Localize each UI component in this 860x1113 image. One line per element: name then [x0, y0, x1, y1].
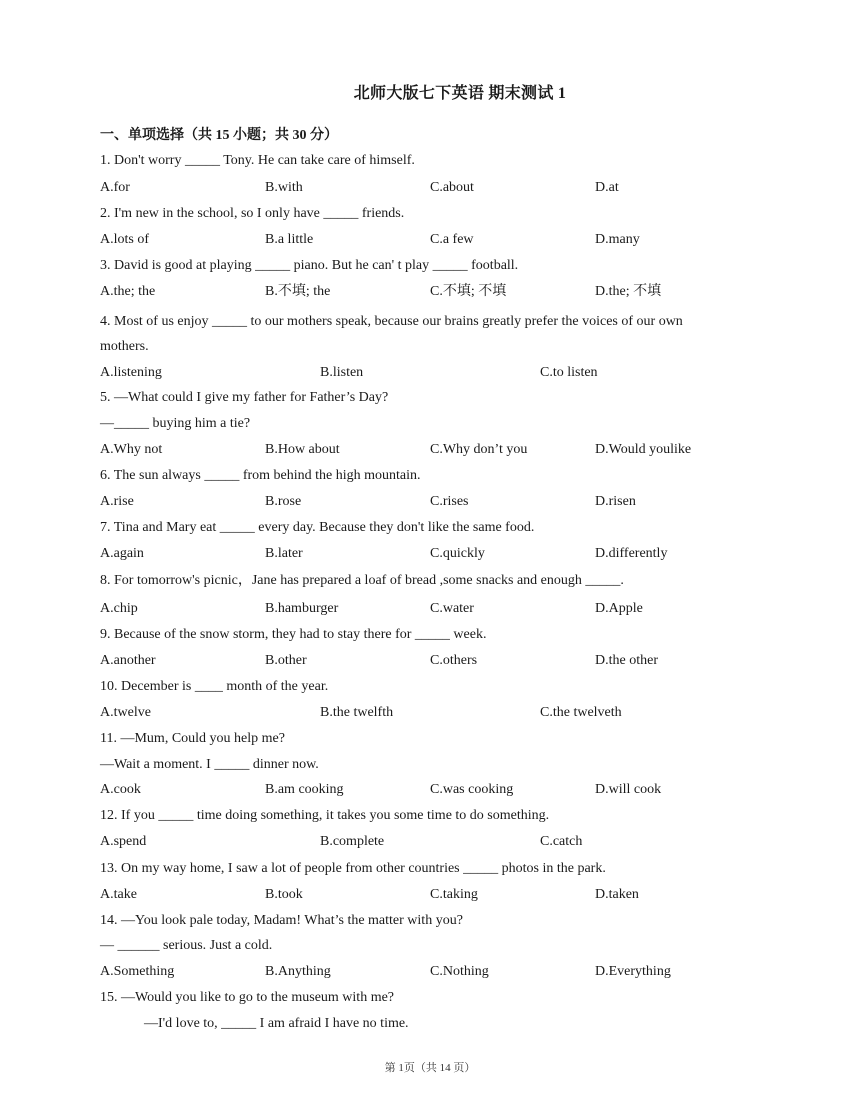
question-11-option-a: A.cook	[100, 782, 141, 797]
question-2-text: 2. I'm new in the school, so I only have _____ friends.	[100, 206, 405, 221]
question-3-option-b: B.不填; the	[265, 284, 331, 299]
question-1-text: 1. Don't worry _____ Tony. He can take care of himself.	[100, 153, 415, 168]
question-15-text: —I'd love to, _____ I am afraid I have no time.	[144, 1016, 409, 1031]
question-9-text: 9. Because of the snow storm, they had to stay there for _____ week.	[100, 627, 487, 642]
question-3-option-c: C.不填; 不填	[430, 284, 507, 299]
question-8-option-b: B.hamburger	[265, 601, 339, 616]
question-1-option-c: C.about	[430, 180, 474, 195]
question-7-option-c: C.quickly	[430, 546, 485, 561]
question-3-text: 3. David is good at playing _____ piano. But he can' t play _____ football.	[100, 258, 519, 273]
question-3-option-d: D.the; 不填	[595, 284, 662, 299]
question-7-option-a: A.again	[100, 546, 144, 561]
question-6-option-c: C.rises	[430, 494, 469, 509]
question-2-option-b: B.a little	[265, 232, 314, 247]
question-12-text: 12. If you _____ time doing something, it takes you some time to do something.	[100, 808, 550, 823]
question-5-option-b: B.How about	[265, 442, 340, 457]
question-3-option-a: A.the; the	[100, 284, 156, 299]
question-10-option-a: A.twelve	[100, 705, 151, 720]
question-11-text: —Wait a moment. I _____ dinner now.	[100, 757, 319, 772]
question-6-option-d: D.risen	[595, 494, 636, 509]
question-5-option-c: C.Why don’t you	[430, 442, 528, 457]
question-5-text: 5. —What could I give my father for Father’s Day?	[100, 390, 389, 405]
question-12-option-c: C.catch	[540, 834, 583, 849]
document-title: 北师大版七下英语 期末测试 1	[353, 85, 567, 102]
question-9-option-a: A.another	[100, 653, 156, 668]
question-12-option-a: A.spend	[100, 834, 147, 849]
question-13-option-c: C.taking	[430, 887, 478, 902]
question-1-option-a: A.for	[100, 180, 130, 195]
question-10-option-b: B.the twelfth	[320, 705, 394, 720]
question-8-option-a: A.chip	[100, 601, 138, 616]
question-10-text: 10. December is ____ month of the year.	[100, 679, 329, 694]
question-8-option-c: C.water	[430, 601, 474, 616]
question-6-text: 6. The sun always _____ from behind the high mountain.	[100, 468, 421, 483]
question-10-option-c: C.the twelveth	[540, 705, 622, 720]
question-8-option-d: D.Apple	[595, 601, 643, 616]
question-14-option-b: B.Anything	[265, 964, 331, 979]
question-14-option-d: D.Everything	[595, 964, 671, 979]
question-13-option-d: D.taken	[595, 887, 639, 902]
page-footer: 第 1页（共 14 页）	[384, 1062, 476, 1074]
question-9-option-b: B.other	[265, 653, 307, 668]
question-14-option-c: C.Nothing	[430, 964, 489, 979]
question-7-option-d: D.differently	[595, 546, 668, 561]
question-9-option-c: C.others	[430, 653, 478, 668]
question-6-option-b: B.rose	[265, 494, 302, 509]
question-4-option-a: A.listening	[100, 365, 162, 380]
question-5-option-d: D.Would youlike	[595, 442, 692, 457]
question-15-text: 15. —Would you like to go to the museum with me?	[100, 990, 395, 1005]
question-13-option-b: B.took	[265, 887, 303, 902]
question-9-option-d: D.the other	[595, 653, 658, 668]
question-5-option-a: A.Why not	[100, 442, 163, 457]
question-1-option-d: D.at	[595, 180, 619, 195]
question-8-text: 8. For tomorrow's picnic，Jane has prepared a loaf of bread ,some snacks and enough _____.	[100, 573, 624, 588]
question-2-option-a: A.lots of	[100, 232, 149, 247]
question-4-option-b: B.listen	[320, 365, 364, 380]
question-7-option-b: B.later	[265, 546, 303, 561]
question-14-option-a: A.Something	[100, 964, 175, 979]
question-5-text: —_____ buying him a tie?	[100, 416, 251, 431]
question-11-option-d: D.will cook	[595, 782, 662, 797]
question-11-option-c: C.was cooking	[430, 782, 514, 797]
question-11-option-b: B.am cooking	[265, 782, 344, 797]
question-14-text: — ______ serious. Just a cold.	[100, 938, 273, 953]
question-1-option-b: B.with	[265, 180, 303, 195]
question-2-option-c: C.a few	[430, 232, 474, 247]
question-13-option-a: A.take	[100, 887, 137, 902]
question-6-option-a: A.rise	[100, 494, 134, 509]
question-4-text: 4. Most of us enjoy _____ to our mothers speak, because our brains greatly prefer the voices of our own	[100, 314, 683, 329]
question-4-text: mothers.	[100, 339, 149, 354]
question-4-option-c: C.to listen	[540, 365, 598, 380]
question-13-text: 13. On my way home, I saw a lot of people from other countries _____ photos in the park.	[100, 861, 606, 876]
question-12-option-b: B.complete	[320, 834, 385, 849]
section-heading: 一、单项选择（共 15 小题；共 30 分）	[100, 128, 338, 143]
question-2-option-d: D.many	[595, 232, 640, 247]
question-7-text: 7. Tina and Mary eat _____ every day. Because they don't like the same food.	[100, 520, 535, 535]
question-14-text: 14. —You look pale today, Madam! What’s the matter with you?	[100, 913, 463, 928]
question-11-text: 11. —Mum, Could you help me?	[100, 731, 285, 746]
